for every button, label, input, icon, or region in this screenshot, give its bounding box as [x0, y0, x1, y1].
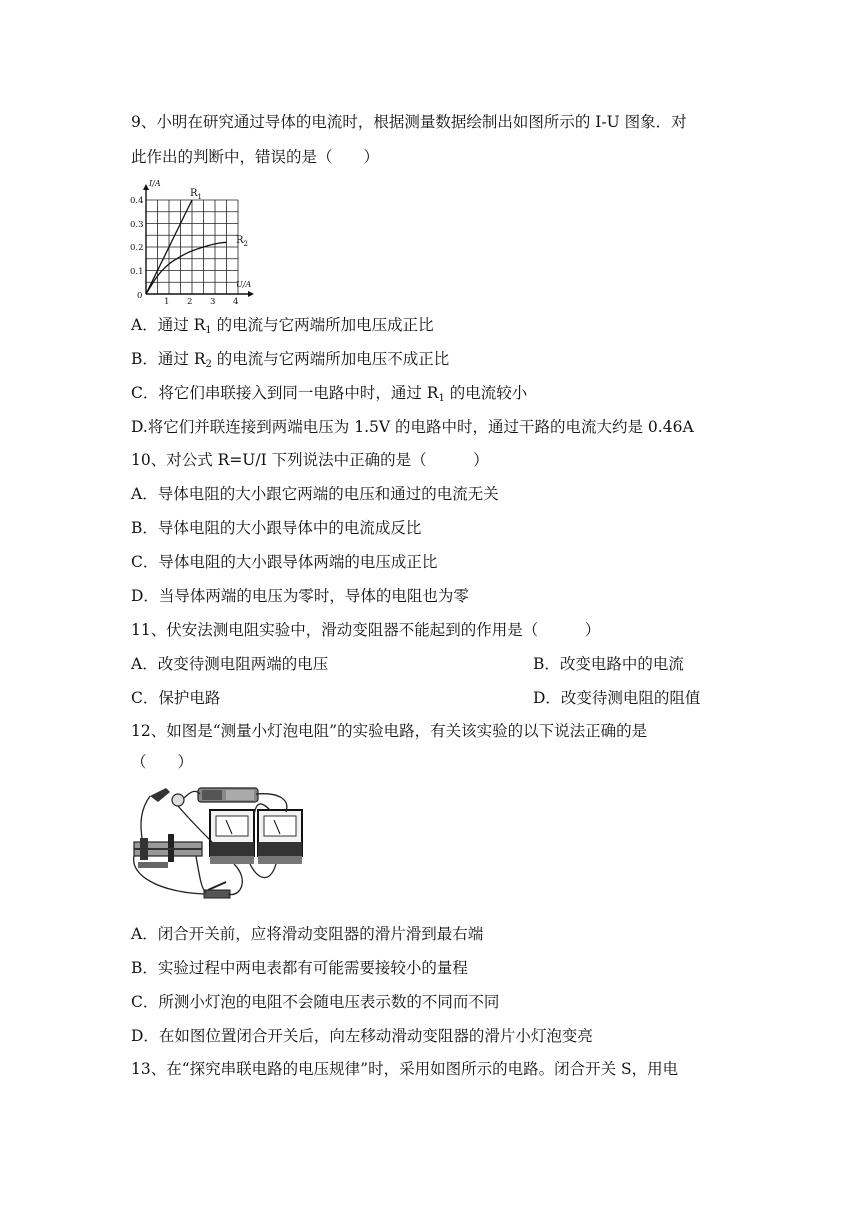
y-tick-0.3: 0.3	[130, 220, 144, 230]
y-tick-0.2: 0.2	[130, 243, 144, 253]
q12-option-a: A．闭合开关前，应将滑动变阻器的滑片滑到最右端	[131, 925, 484, 943]
q10-option-d: D．当导体两端的电压为零时，导体的电阻也为零	[131, 587, 469, 605]
q9-option-d: D.将它们并联连接到两端电压为 1.5V 的电路中时，通过干路的电流大约是 0.46A	[131, 418, 694, 436]
q10-option-c: C．导体电阻的大小跟导体两端的电压成正比	[131, 553, 438, 571]
q10-stem: 10、对公式 R=U/I 下列说法中正确的是（ ）	[131, 451, 489, 469]
q9-option-c: C．将它们串联接入到同一电路中时，通过 $R_1$ 的电流较小	[131, 384, 528, 404]
x-axis-arrow	[248, 291, 254, 297]
q9-stem-line2: 此作出的判断中，错误的是（ ）	[131, 148, 380, 166]
q10-option-b: B．导体电阻的大小跟导体中的电流成反比	[131, 519, 422, 537]
experiment-circuit-photo	[130, 780, 305, 910]
q9-option-b: B．通过 $R_2$ 的电流与它两端所加电压不成正比	[131, 350, 450, 370]
x-axis-label: U/A	[236, 280, 252, 289]
y-axis-label: I/A	[149, 179, 161, 188]
q13-stem-line1: 13、在“探究串联电路的电压规律”时，采用如图所示的电路。闭合开关 S，用电	[131, 1060, 679, 1078]
q11-option-b: B．改变电路中的电流	[533, 655, 684, 673]
q11-options-row2	[131, 688, 701, 708]
q12-option-d: D．在如图位置闭合开关后，向左移动滑动变阻器的滑片小灯泡变亮	[131, 1027, 593, 1045]
origin-label: 0	[137, 291, 143, 301]
y-tick-0.1: 0.1	[130, 267, 144, 277]
q12-stem-line2: （ ）	[131, 753, 194, 771]
q11-option-c: C．保护电路	[131, 689, 221, 707]
q11-stem: 11、伏安法测电阻实验中，滑动变阻器不能起到的作用是（ ）	[131, 621, 601, 639]
y-tick-0.4: 0.4	[130, 196, 144, 206]
q11-option-a: A．改变待测电阻两端的电压	[131, 655, 329, 673]
q9-option-a: A．通过 $R_1$ 的电流与它两端所加电压成正比	[131, 316, 434, 336]
q12-option-c: C．所测小灯泡的电阻不会随电压表示数的不同而不同	[131, 993, 500, 1011]
q12-option-b: B．实验过程中两电表都有可能需要接较小的量程	[131, 959, 468, 977]
q11-options-row1	[131, 654, 684, 674]
r2-label: $R_2$	[236, 235, 248, 248]
q9-stem-line1: 9、小明在研究通过导体的电流时，根据测量数据绘制出如图所示的 I-U 图象．对	[131, 113, 687, 131]
x-tick-3: 3	[210, 297, 216, 306]
x-tick-4: 4	[233, 297, 239, 306]
x-tick-1: 1	[164, 297, 170, 306]
iu-graph	[128, 174, 258, 306]
graph-grid	[146, 200, 238, 294]
r1-label: $R_1$	[190, 188, 202, 201]
q10-option-a: A．导体电阻的大小跟它两端的电压和通过的电流无关	[131, 485, 499, 503]
x-tick-2: 2	[187, 297, 193, 306]
q11-option-d: D．改变待测电阻的阻值	[533, 689, 701, 707]
q12-stem-line1: 12、如图是“测量小灯泡电阻”的实验电路，有关该实验的以下说法正确的是	[131, 722, 648, 740]
